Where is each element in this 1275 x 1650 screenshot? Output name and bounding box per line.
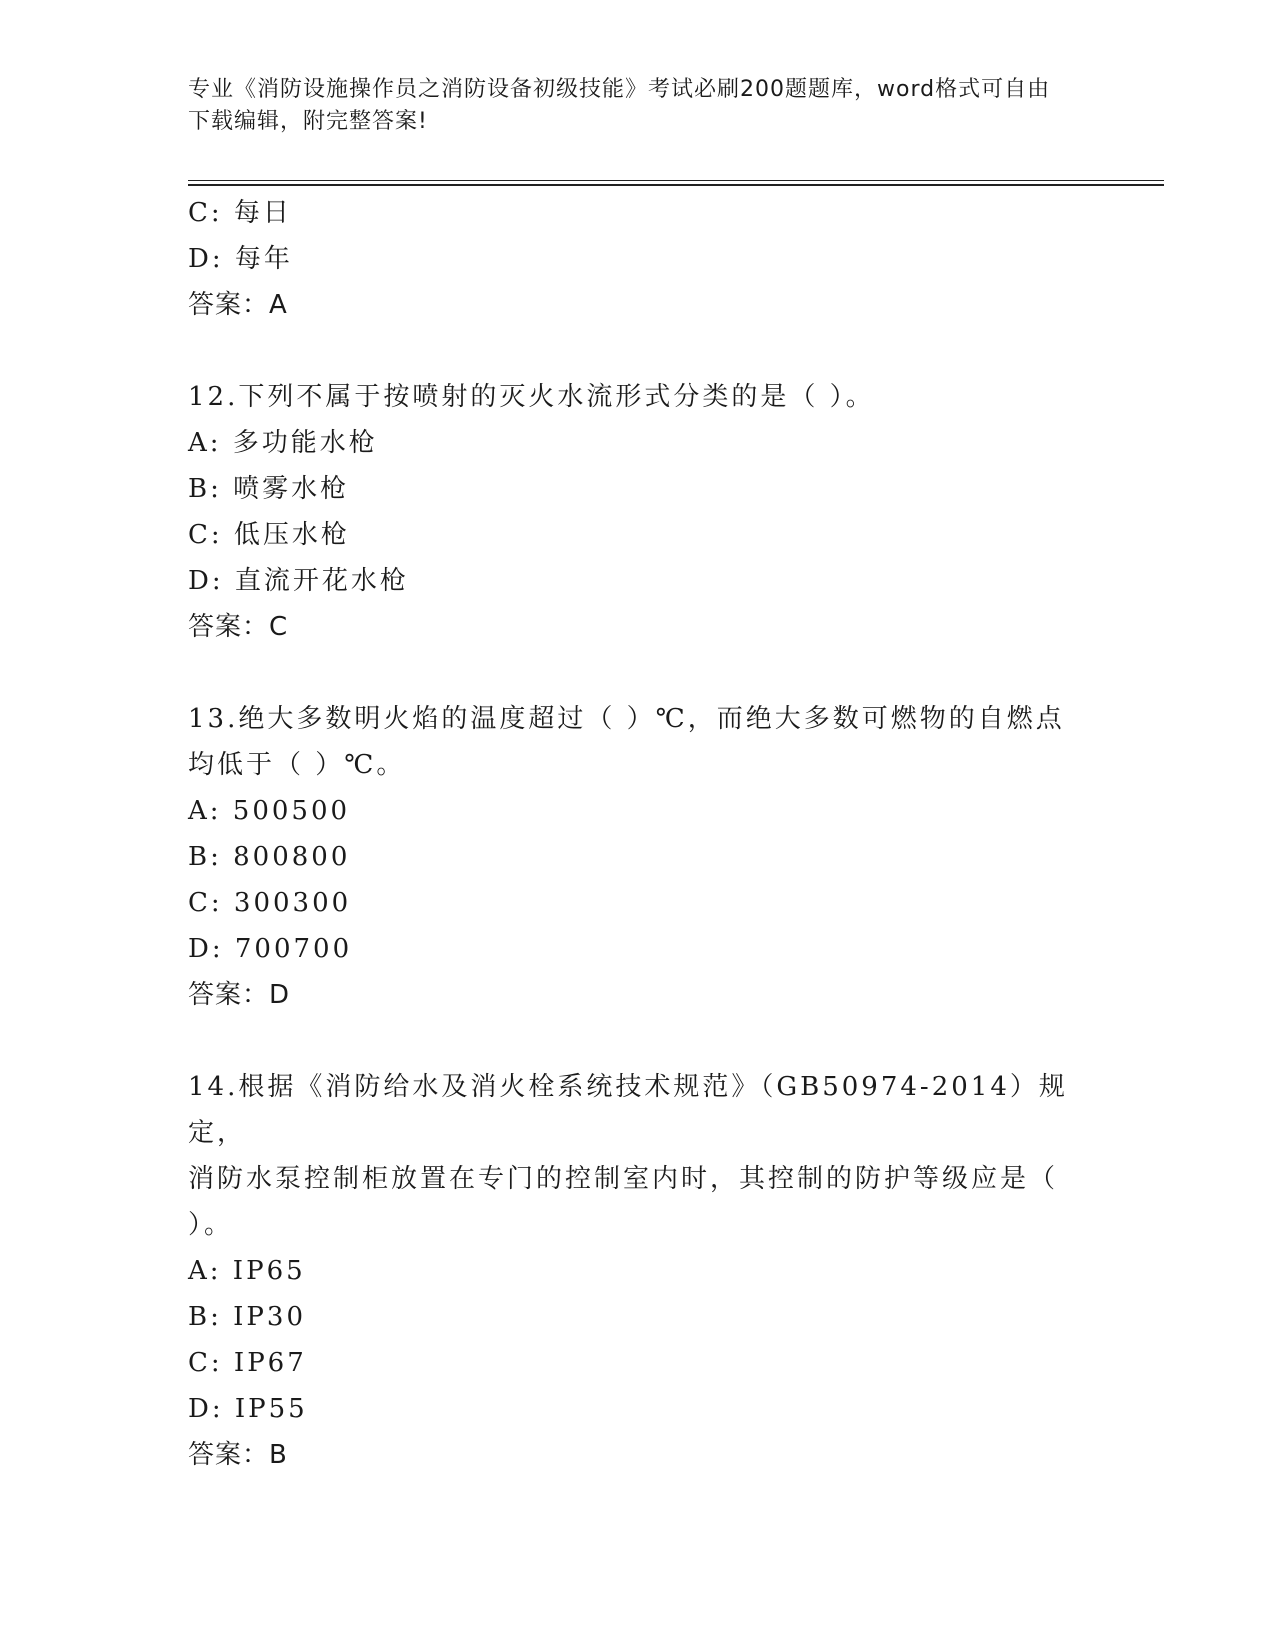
- document-header: [188, 74, 1068, 138]
- option-a: A: 500500: [188, 796, 351, 826]
- option-d: D: 每年: [188, 244, 293, 274]
- header-title: 专业《消防设施操作员之消防设备初级技能》考试必刷200题题库，word格式可自由下载编辑，附完整答案!: [188, 77, 1051, 134]
- question-stem-line-1: 13.绝大多数明火焰的温度超过（ ）℃，而绝大多数可燃物的自燃点: [188, 704, 1065, 734]
- question-13: [188, 696, 1088, 1018]
- option-d: D: IP55: [188, 1394, 308, 1424]
- option-c: C: 每日: [188, 198, 292, 228]
- question-stem-line-1: 14.根据《消防给水及消火栓系统技术规范》（GB50974-2014）规定，: [188, 1072, 1068, 1148]
- option-b: B: IP30: [188, 1302, 306, 1332]
- answer: 答案：A: [188, 290, 288, 320]
- option-c: C: 300300: [188, 888, 352, 918]
- partial-question: [188, 190, 1088, 328]
- option-a: A: IP65: [188, 1256, 306, 1286]
- header-rule-thick: [188, 184, 1164, 186]
- question-12: [188, 374, 1088, 650]
- question-14: [188, 1064, 1088, 1478]
- question-stem-line-2: 消防水泵控制柜放置在专门的控制室内时，其控制的防护等级应是（: [188, 1164, 1059, 1194]
- option-a: A: 多功能水枪: [188, 428, 378, 458]
- option-c: C: IP67: [188, 1348, 307, 1378]
- answer: 答案：D: [188, 980, 291, 1010]
- answer: 答案：C: [188, 612, 289, 642]
- question-stem: 12.下列不属于按喷射的灭火水流形式分类的是（ ）。: [188, 382, 875, 412]
- option-d: D: 700700: [188, 934, 353, 964]
- header-rule-thin: [188, 180, 1164, 181]
- question-stem-line-2: 均低于（ ）℃。: [188, 750, 406, 780]
- question-stem-line-3: ）。: [188, 1210, 234, 1240]
- option-c: C: 低压水枪: [188, 520, 350, 550]
- question-list: [188, 190, 1088, 1478]
- option-b: B: 喷雾水枪: [188, 474, 350, 504]
- option-b: B: 800800: [188, 842, 351, 872]
- option-d: D: 直流开花水枪: [188, 566, 409, 596]
- answer: 答案：B: [188, 1440, 288, 1470]
